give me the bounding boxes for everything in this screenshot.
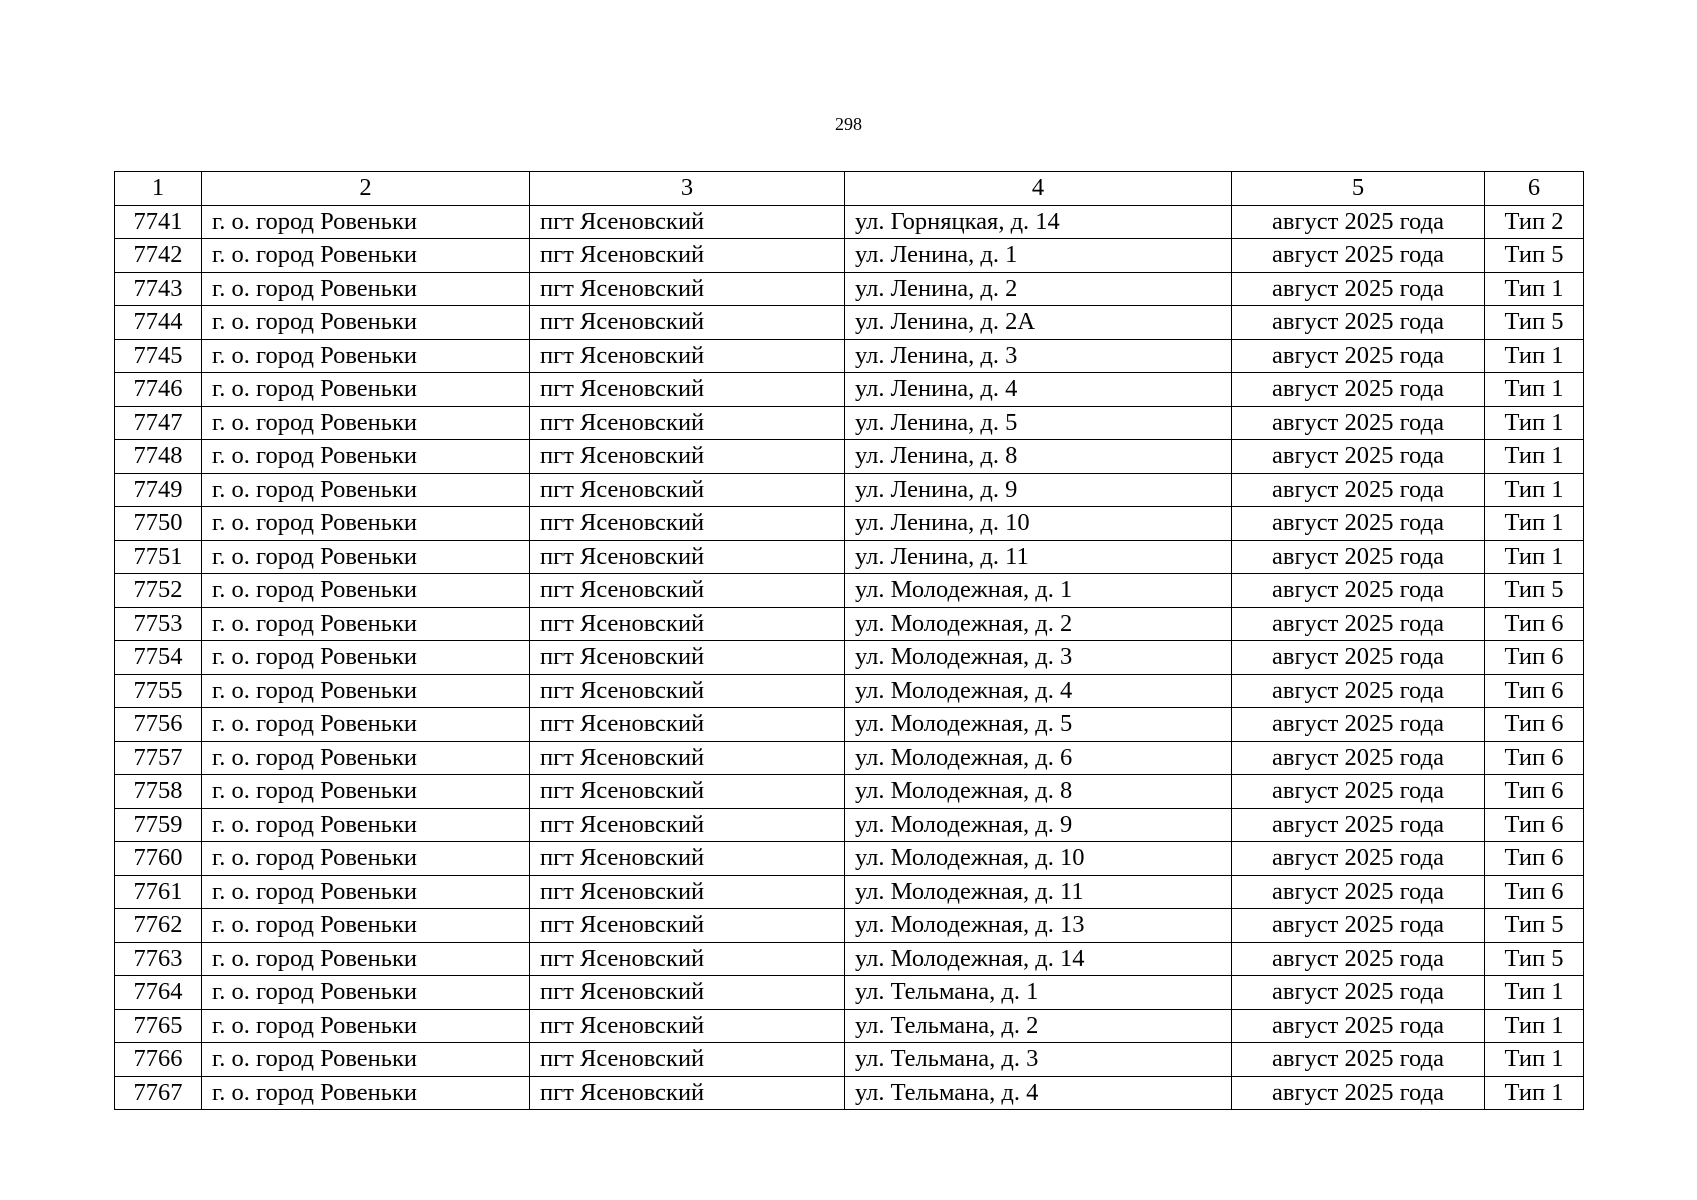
type-cell: Тип 6 <box>1485 674 1584 708</box>
settlement-cell: пгт Ясеновский <box>530 976 845 1010</box>
date-cell: август 2025 года <box>1232 808 1485 842</box>
row-number-cell: 7759 <box>115 808 202 842</box>
settlement-cell: пгт Ясеновский <box>530 440 845 474</box>
address-cell: ул. Тельмана, д. 4 <box>845 1076 1232 1110</box>
address-cell: ул. Ленина, д. 4 <box>845 373 1232 407</box>
type-cell: Тип 6 <box>1485 842 1584 876</box>
district-cell: г. о. город Ровеньки <box>202 373 530 407</box>
district-cell: г. о. город Ровеньки <box>202 272 530 306</box>
type-cell: Тип 1 <box>1485 373 1584 407</box>
district-cell: г. о. город Ровеньки <box>202 339 530 373</box>
row-number-cell: 7757 <box>115 741 202 775</box>
table-row <box>115 239 1584 273</box>
settlement-cell: пгт Ясеновский <box>530 741 845 775</box>
district-cell: г. о. город Ровеньки <box>202 574 530 608</box>
page-number: 298 <box>835 114 862 134</box>
address-cell: ул. Ленина, д. 3 <box>845 339 1232 373</box>
date-cell: август 2025 года <box>1232 574 1485 608</box>
table-row <box>115 440 1584 474</box>
row-number-cell: 7754 <box>115 641 202 675</box>
district-cell: г. о. город Ровеньки <box>202 507 530 541</box>
type-cell: Тип 6 <box>1485 641 1584 675</box>
district-cell: г. о. город Ровеньки <box>202 205 530 239</box>
date-cell: август 2025 года <box>1232 674 1485 708</box>
row-number-cell: 7747 <box>115 406 202 440</box>
table-row <box>115 1076 1584 1110</box>
table-row <box>115 775 1584 809</box>
settlement-cell: пгт Ясеновский <box>530 842 845 876</box>
settlement-cell: пгт Ясеновский <box>530 641 845 675</box>
date-cell: август 2025 года <box>1232 641 1485 675</box>
table-row <box>115 842 1584 876</box>
type-cell: Тип 5 <box>1485 306 1584 340</box>
table-row <box>115 339 1584 373</box>
row-number-cell: 7752 <box>115 574 202 608</box>
district-cell: г. о. город Ровеньки <box>202 306 530 340</box>
address-cell: ул. Молодежная, д. 9 <box>845 808 1232 842</box>
date-cell: август 2025 года <box>1232 842 1485 876</box>
row-number-cell: 7758 <box>115 775 202 809</box>
type-cell: Тип 6 <box>1485 808 1584 842</box>
settlement-cell: пгт Ясеновский <box>530 808 845 842</box>
address-cell: ул. Молодежная, д. 14 <box>845 942 1232 976</box>
data-table <box>114 171 1584 1110</box>
date-cell: август 2025 года <box>1232 1043 1485 1077</box>
address-cell: ул. Ленина, д. 2 <box>845 272 1232 306</box>
date-cell: август 2025 года <box>1232 540 1485 574</box>
settlement-cell: пгт Ясеновский <box>530 1076 845 1110</box>
type-cell: Тип 5 <box>1485 909 1584 943</box>
district-cell: г. о. город Ровеньки <box>202 775 530 809</box>
date-cell: август 2025 года <box>1232 708 1485 742</box>
row-number-cell: 7755 <box>115 674 202 708</box>
address-cell: ул. Тельмана, д. 1 <box>845 976 1232 1010</box>
table-body <box>115 205 1584 1110</box>
date-cell: август 2025 года <box>1232 1076 1485 1110</box>
row-number-cell: 7764 <box>115 976 202 1010</box>
settlement-cell: пгт Ясеновский <box>530 339 845 373</box>
date-cell: август 2025 года <box>1232 205 1485 239</box>
address-cell: ул. Молодежная, д. 5 <box>845 708 1232 742</box>
settlement-cell: пгт Ясеновский <box>530 875 845 909</box>
date-cell: август 2025 года <box>1232 440 1485 474</box>
type-cell: Тип 2 <box>1485 205 1584 239</box>
date-cell: август 2025 года <box>1232 272 1485 306</box>
date-cell: август 2025 года <box>1232 976 1485 1010</box>
district-cell: г. о. город Ровеньки <box>202 607 530 641</box>
date-cell: август 2025 года <box>1232 373 1485 407</box>
address-cell: ул. Тельмана, д. 2 <box>845 1009 1232 1043</box>
date-cell: август 2025 года <box>1232 607 1485 641</box>
row-number-cell: 7763 <box>115 942 202 976</box>
table-row <box>115 272 1584 306</box>
address-cell: ул. Ленина, д. 2А <box>845 306 1232 340</box>
address-cell: ул. Молодежная, д. 11 <box>845 875 1232 909</box>
address-cell: ул. Молодежная, д. 3 <box>845 641 1232 675</box>
type-cell: Тип 6 <box>1485 708 1584 742</box>
row-number-cell: 7751 <box>115 540 202 574</box>
header-row <box>115 172 1584 206</box>
date-cell: август 2025 года <box>1232 942 1485 976</box>
date-cell: август 2025 года <box>1232 741 1485 775</box>
table-row <box>115 1043 1584 1077</box>
type-cell: Тип 1 <box>1485 339 1584 373</box>
address-cell: ул. Ленина, д. 5 <box>845 406 1232 440</box>
settlement-cell: пгт Ясеновский <box>530 540 845 574</box>
row-number-cell: 7742 <box>115 239 202 273</box>
type-cell: Тип 1 <box>1485 473 1584 507</box>
date-cell: август 2025 года <box>1232 909 1485 943</box>
table-row <box>115 607 1584 641</box>
district-cell: г. о. город Ровеньки <box>202 641 530 675</box>
table-row <box>115 306 1584 340</box>
table-row <box>115 574 1584 608</box>
column-header-6: 6 <box>1485 172 1584 206</box>
table-row <box>115 808 1584 842</box>
table-row <box>115 473 1584 507</box>
district-cell: г. о. город Ровеньки <box>202 842 530 876</box>
row-number-cell: 7765 <box>115 1009 202 1043</box>
row-number-cell: 7762 <box>115 909 202 943</box>
district-cell: г. о. город Ровеньки <box>202 239 530 273</box>
settlement-cell: пгт Ясеновский <box>530 239 845 273</box>
district-cell: г. о. город Ровеньки <box>202 741 530 775</box>
table-row <box>115 674 1584 708</box>
settlement-cell: пгт Ясеновский <box>530 1009 845 1043</box>
district-cell: г. о. город Ровеньки <box>202 875 530 909</box>
district-cell: г. о. город Ровеньки <box>202 1076 530 1110</box>
settlement-cell: пгт Ясеновский <box>530 406 845 440</box>
type-cell: Тип 5 <box>1485 574 1584 608</box>
address-cell: ул. Ленина, д. 9 <box>845 473 1232 507</box>
settlement-cell: пгт Ясеновский <box>530 1043 845 1077</box>
table-row <box>115 942 1584 976</box>
column-header-1: 1 <box>115 172 202 206</box>
address-cell: ул. Молодежная, д. 4 <box>845 674 1232 708</box>
type-cell: Тип 1 <box>1485 1076 1584 1110</box>
district-cell: г. о. город Ровеньки <box>202 473 530 507</box>
address-cell: ул. Ленина, д. 10 <box>845 507 1232 541</box>
row-number-cell: 7756 <box>115 708 202 742</box>
type-cell: Тип 1 <box>1485 507 1584 541</box>
type-cell: Тип 1 <box>1485 540 1584 574</box>
date-cell: август 2025 года <box>1232 875 1485 909</box>
table-row <box>115 540 1584 574</box>
district-cell: г. о. город Ровеньки <box>202 406 530 440</box>
settlement-cell: пгт Ясеновский <box>530 373 845 407</box>
table-row <box>115 373 1584 407</box>
address-cell: ул. Молодежная, д. 13 <box>845 909 1232 943</box>
address-cell: ул. Молодежная, д. 8 <box>845 775 1232 809</box>
row-number-cell: 7743 <box>115 272 202 306</box>
row-number-cell: 7744 <box>115 306 202 340</box>
row-number-cell: 7750 <box>115 507 202 541</box>
table-row <box>115 741 1584 775</box>
settlement-cell: пгт Ясеновский <box>530 473 845 507</box>
type-cell: Тип 1 <box>1485 406 1584 440</box>
type-cell: Тип 6 <box>1485 741 1584 775</box>
row-number-cell: 7766 <box>115 1043 202 1077</box>
address-cell: ул. Ленина, д. 8 <box>845 440 1232 474</box>
date-cell: август 2025 года <box>1232 306 1485 340</box>
settlement-cell: пгт Ясеновский <box>530 775 845 809</box>
district-cell: г. о. город Ровеньки <box>202 808 530 842</box>
address-cell: ул. Ленина, д. 11 <box>845 540 1232 574</box>
settlement-cell: пгт Ясеновский <box>530 674 845 708</box>
address-cell: ул. Тельмана, д. 3 <box>845 1043 1232 1077</box>
settlement-cell: пгт Ясеновский <box>530 272 845 306</box>
address-cell: ул. Молодежная, д. 2 <box>845 607 1232 641</box>
table-row <box>115 406 1584 440</box>
column-header-5: 5 <box>1232 172 1485 206</box>
date-cell: август 2025 года <box>1232 1009 1485 1043</box>
type-cell: Тип 6 <box>1485 607 1584 641</box>
table-row <box>115 507 1584 541</box>
row-number-cell: 7767 <box>115 1076 202 1110</box>
settlement-cell: пгт Ясеновский <box>530 205 845 239</box>
settlement-cell: пгт Ясеновский <box>530 574 845 608</box>
type-cell: Тип 1 <box>1485 272 1584 306</box>
row-number-cell: 7749 <box>115 473 202 507</box>
type-cell: Тип 1 <box>1485 976 1584 1010</box>
district-cell: г. о. город Ровеньки <box>202 1009 530 1043</box>
district-cell: г. о. город Ровеньки <box>202 440 530 474</box>
column-header-3: 3 <box>530 172 845 206</box>
settlement-cell: пгт Ясеновский <box>530 942 845 976</box>
district-cell: г. о. город Ровеньки <box>202 540 530 574</box>
district-cell: г. о. город Ровеньки <box>202 1043 530 1077</box>
address-cell: ул. Молодежная, д. 10 <box>845 842 1232 876</box>
settlement-cell: пгт Ясеновский <box>530 306 845 340</box>
date-cell: август 2025 года <box>1232 406 1485 440</box>
table-row <box>115 875 1584 909</box>
column-header-4: 4 <box>845 172 1232 206</box>
type-cell: Тип 6 <box>1485 775 1584 809</box>
row-number-cell: 7753 <box>115 607 202 641</box>
district-cell: г. о. город Ровеньки <box>202 909 530 943</box>
row-number-cell: 7760 <box>115 842 202 876</box>
type-cell: Тип 1 <box>1485 1009 1584 1043</box>
type-cell: Тип 1 <box>1485 1043 1584 1077</box>
table-row <box>115 976 1584 1010</box>
table-row <box>115 641 1584 675</box>
row-number-cell: 7761 <box>115 875 202 909</box>
row-number-cell: 7741 <box>115 205 202 239</box>
date-cell: август 2025 года <box>1232 473 1485 507</box>
column-header-2: 2 <box>202 172 530 206</box>
date-cell: август 2025 года <box>1232 339 1485 373</box>
table-row <box>115 1009 1584 1043</box>
settlement-cell: пгт Ясеновский <box>530 607 845 641</box>
date-cell: август 2025 года <box>1232 239 1485 273</box>
table-row <box>115 205 1584 239</box>
date-cell: август 2025 года <box>1232 775 1485 809</box>
type-cell: Тип 1 <box>1485 440 1584 474</box>
address-cell: ул. Ленина, д. 1 <box>845 239 1232 273</box>
settlement-cell: пгт Ясеновский <box>530 708 845 742</box>
settlement-cell: пгт Ясеновский <box>530 507 845 541</box>
row-number-cell: 7745 <box>115 339 202 373</box>
address-cell: ул. Молодежная, д. 6 <box>845 741 1232 775</box>
type-cell: Тип 5 <box>1485 942 1584 976</box>
district-cell: г. о. город Ровеньки <box>202 708 530 742</box>
district-cell: г. о. город Ровеньки <box>202 942 530 976</box>
district-cell: г. о. город Ровеньки <box>202 674 530 708</box>
table-row <box>115 708 1584 742</box>
row-number-cell: 7746 <box>115 373 202 407</box>
address-cell: ул. Молодежная, д. 1 <box>845 574 1232 608</box>
district-cell: г. о. город Ровеньки <box>202 976 530 1010</box>
type-cell: Тип 6 <box>1485 875 1584 909</box>
settlement-cell: пгт Ясеновский <box>530 909 845 943</box>
table-row <box>115 909 1584 943</box>
date-cell: август 2025 года <box>1232 507 1485 541</box>
row-number-cell: 7748 <box>115 440 202 474</box>
address-cell: ул. Горняцкая, д. 14 <box>845 205 1232 239</box>
type-cell: Тип 5 <box>1485 239 1584 273</box>
